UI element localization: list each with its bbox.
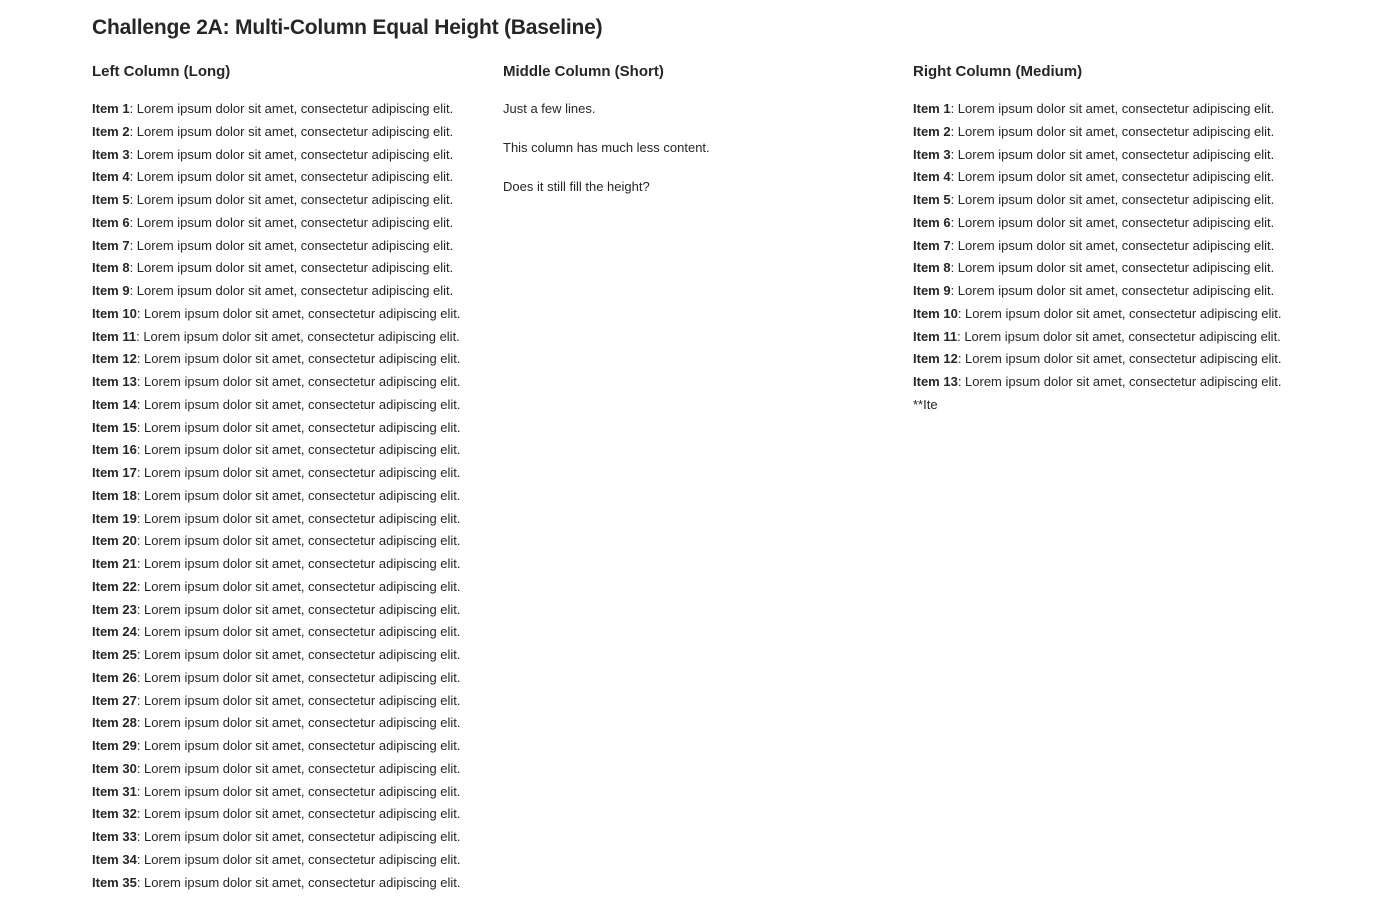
- list-item-text: : Lorem ipsum dolor sit amet, consectetur adipiscing elit.: [136, 442, 461, 458]
- list-item: [913, 303, 1313, 326]
- list-item-text: : Lorem ipsum dolor sit amet, consectetur adipiscing elit.: [136, 374, 461, 389]
- list-item-text: : Lorem ipsum dolor sit amet, consectetur adipiscing elit.: [957, 351, 1282, 367]
- list-item: [92, 189, 492, 212]
- list-item-label: Item 4: [913, 169, 951, 185]
- list-item-text: : Lorem ipsum dolor sit amet, consectetur adipiscing elit.: [129, 169, 454, 185]
- list-item-text: : Lorem ipsum dolor sit amet, consectetur adipiscing elit.: [129, 146, 454, 162]
- right-item-list: [913, 98, 1313, 394]
- list-item-text: : Lorem ipsum dolor sit amet, consectetur adipiscing elit.: [129, 123, 454, 139]
- list-item-text: : Lorem ipsum dolor sit amet, consectetur adipiscing elit.: [136, 738, 461, 753]
- list-item: [913, 235, 1313, 258]
- right-column-heading: Right Column (Medium): [913, 63, 1083, 80]
- list-item-text: : Lorem ipsum dolor sit amet, consectetur adipiscing elit.: [136, 396, 461, 412]
- list-item-text: : Lorem ipsum dolor sit amet, consectetur adipiscing elit.: [129, 214, 454, 230]
- list-item: [92, 599, 492, 622]
- list-item-text: : Lorem ipsum dolor sit amet, consectetur adipiscing elit.: [136, 601, 461, 617]
- list-item-label: Item 17: [92, 465, 137, 480]
- list-item: [913, 280, 1313, 303]
- list-item-text: : Lorem ipsum dolor sit amet, consectetur adipiscing elit.: [950, 169, 1275, 185]
- list-item-label: Item 23: [92, 601, 137, 617]
- list-item-label: Item 29: [92, 738, 137, 753]
- list-item: [92, 553, 492, 576]
- list-item-label: Item 21: [92, 556, 137, 571]
- list-item-text: : Lorem ipsum dolor sit amet, consectetur adipiscing elit.: [136, 419, 461, 435]
- list-item: [913, 189, 1313, 212]
- left-column-heading: Left Column (Long): [92, 63, 231, 80]
- list-item-text: : Lorem ipsum dolor sit amet, consectetur adipiscing elit.: [950, 283, 1275, 298]
- list-item: [92, 303, 492, 326]
- list-item-label: Item 12: [913, 351, 958, 367]
- list-item: [92, 781, 492, 804]
- list-item: [913, 348, 1313, 371]
- list-item-label: Item 7: [913, 237, 951, 253]
- list-item: [913, 144, 1313, 167]
- list-item-text: : Lorem ipsum dolor sit amet, consectetur adipiscing elit.: [950, 260, 1275, 276]
- list-item-text: : Lorem ipsum dolor sit amet, consectetur adipiscing elit.: [136, 487, 461, 503]
- list-item-label: Item 5: [92, 192, 130, 207]
- list-item-text: : Lorem ipsum dolor sit amet, consectetur adipiscing elit.: [136, 669, 461, 685]
- middle-column: [503, 62, 903, 215]
- list-item: [92, 144, 492, 167]
- list-item: [92, 530, 492, 553]
- list-item-label: Item 13: [913, 374, 958, 389]
- list-item: [92, 462, 492, 485]
- list-item-text: : Lorem ipsum dolor sit amet, consectetur adipiscing elit.: [136, 510, 461, 526]
- list-item: [913, 166, 1313, 189]
- page-title: Challenge 2A: Multi-Column Equal Height (Baseline): [92, 16, 603, 39]
- list-item-text: : Lorem ipsum dolor sit amet, consectetur adipiscing elit.: [136, 829, 461, 844]
- list-item-label: Item 18: [92, 487, 137, 503]
- list-item: [913, 121, 1313, 144]
- list-item-label: Item 3: [92, 146, 130, 162]
- list-item: [913, 257, 1313, 280]
- list-item-label: Item 31: [92, 783, 137, 799]
- list-item-text: : Lorem ipsum dolor sit amet, consectetur adipiscing elit.: [136, 624, 461, 640]
- middle-paragraph: This column has much less content.: [503, 139, 710, 155]
- list-item-label: Item 1: [92, 101, 130, 116]
- list-item-text: : Lorem ipsum dolor sit amet, consectetur adipiscing elit.: [129, 260, 454, 276]
- list-item-label: Item 2: [913, 123, 951, 139]
- list-item: [92, 394, 492, 417]
- list-item-label: Item 19: [92, 510, 137, 526]
- list-item-label: Item 25: [92, 647, 137, 662]
- list-item: [92, 212, 492, 235]
- list-item-text: : Lorem ipsum dolor sit amet, consectetur adipiscing elit.: [129, 283, 454, 298]
- list-item-label: Item 2: [92, 123, 130, 139]
- list-item-label: Item 32: [92, 806, 137, 822]
- list-item: [92, 712, 492, 735]
- list-item: [92, 508, 492, 531]
- list-item: [92, 485, 492, 508]
- list-item-text: : Lorem ipsum dolor sit amet, consectetur adipiscing elit.: [136, 783, 461, 799]
- list-item-label: Item 33: [92, 829, 137, 844]
- list-item: [913, 371, 1313, 394]
- list-item-text: : Lorem ipsum dolor sit amet, consectetur adipiscing elit.: [136, 692, 461, 708]
- right-column: [913, 62, 1313, 417]
- list-item-text: : Lorem ipsum dolor sit amet, consectetur adipiscing elit.: [957, 328, 1281, 344]
- list-item-label: Item 3: [913, 146, 951, 162]
- list-item-label: Item 7: [92, 237, 130, 253]
- list-item: [92, 98, 492, 121]
- list-item-label: Item 16: [92, 442, 137, 458]
- list-item-label: Item 24: [92, 624, 137, 640]
- list-item: [913, 212, 1313, 235]
- list-item: [92, 417, 492, 440]
- middle-paragraph: Does it still fill the height?: [503, 178, 650, 194]
- list-item: [92, 326, 492, 349]
- list-item: [92, 735, 492, 758]
- list-item-label: Item 22: [92, 578, 137, 594]
- left-column: [92, 62, 492, 894]
- list-item-label: Item 34: [92, 851, 137, 867]
- list-item: [92, 803, 492, 826]
- list-item: [92, 348, 492, 371]
- list-item-label: Item 20: [92, 533, 137, 549]
- list-item: [92, 257, 492, 280]
- list-item-label: Item 8: [913, 260, 951, 276]
- list-item-label: Item 11: [913, 328, 958, 344]
- list-item: [92, 644, 492, 667]
- list-item: [92, 826, 492, 849]
- list-item-label: Item 12: [92, 351, 137, 367]
- list-item-label: Item 11: [92, 328, 137, 344]
- list-item: [92, 690, 492, 713]
- list-item-label: Item 6: [913, 214, 951, 230]
- list-item-text: : Lorem ipsum dolor sit amet, consectetur adipiscing elit.: [136, 874, 461, 890]
- list-item-label: Item 6: [92, 214, 130, 230]
- list-item-text: : Lorem ipsum dolor sit amet, consectetur adipiscing elit.: [950, 192, 1275, 207]
- list-item-label: Item 1: [913, 101, 951, 116]
- middle-column-heading: Middle Column (Short): [503, 63, 664, 80]
- list-item-text: : Lorem ipsum dolor sit amet, consectetur adipiscing elit.: [129, 192, 454, 207]
- list-item-text: : Lorem ipsum dolor sit amet, consectetur adipiscing elit.: [136, 465, 461, 480]
- list-item-text: : Lorem ipsum dolor sit amet, consectetur adipiscing elit.: [136, 760, 461, 776]
- list-item: [92, 371, 492, 394]
- middle-paragraph: Just a few lines.: [503, 101, 596, 116]
- list-item: [92, 576, 492, 599]
- list-item-label: Item 26: [92, 669, 137, 685]
- list-item-text: : Lorem ipsum dolor sit amet, consectetur adipiscing elit.: [136, 647, 461, 662]
- list-item-text: : Lorem ipsum dolor sit amet, consectetur adipiscing elit.: [957, 374, 1282, 389]
- list-item-text: : Lorem ipsum dolor sit amet, consectetur adipiscing elit.: [950, 101, 1275, 116]
- list-item-text: : Lorem ipsum dolor sit amet, consectetur adipiscing elit.: [136, 851, 461, 867]
- list-item-text: : Lorem ipsum dolor sit amet, consectetur adipiscing elit.: [957, 305, 1282, 321]
- list-item-text: : Lorem ipsum dolor sit amet, consectetur adipiscing elit.: [136, 806, 461, 822]
- list-item-label: Item 5: [913, 192, 951, 207]
- list-item-label: Item 9: [92, 283, 130, 298]
- list-item-text: : Lorem ipsum dolor sit amet, consectetur adipiscing elit.: [136, 328, 460, 344]
- list-item-text: : Lorem ipsum dolor sit amet, consectetur adipiscing elit.: [129, 101, 454, 116]
- list-item: [92, 849, 492, 872]
- list-item-text: : Lorem ipsum dolor sit amet, consectetur adipiscing elit.: [950, 146, 1275, 162]
- list-item: [913, 98, 1313, 121]
- list-item-label: Item 14: [92, 396, 137, 412]
- list-item: [92, 758, 492, 781]
- right-trailing-text: **Ite: [913, 396, 938, 412]
- list-item-text: : Lorem ipsum dolor sit amet, consectetur adipiscing elit.: [950, 214, 1275, 230]
- list-item-label: Item 30: [92, 760, 137, 776]
- list-item: [913, 326, 1313, 349]
- list-item-label: Item 27: [92, 692, 137, 708]
- list-item-text: : Lorem ipsum dolor sit amet, consectetur adipiscing elit.: [136, 351, 461, 367]
- list-item-label: Item 28: [92, 715, 137, 731]
- list-item: [92, 280, 492, 303]
- list-item-text: : Lorem ipsum dolor sit amet, consectetur adipiscing elit.: [950, 123, 1275, 139]
- list-item-label: Item 4: [92, 169, 130, 185]
- list-item-label: Item 8: [92, 260, 130, 276]
- list-item: [92, 621, 492, 644]
- list-item-text: : Lorem ipsum dolor sit amet, consectetur adipiscing elit.: [136, 556, 461, 571]
- list-item: [92, 235, 492, 258]
- left-item-list: [92, 98, 492, 894]
- list-item-text: : Lorem ipsum dolor sit amet, consectetur adipiscing elit.: [136, 305, 461, 321]
- list-item-label: Item 9: [913, 283, 951, 298]
- middle-paragraph-list: [503, 98, 903, 199]
- list-item-label: Item 15: [92, 419, 137, 435]
- list-item-text: : Lorem ipsum dolor sit amet, consectetur adipiscing elit.: [950, 237, 1275, 253]
- list-item-label: Item 10: [913, 305, 958, 321]
- list-item: [92, 667, 492, 690]
- list-item-label: Item 13: [92, 374, 137, 389]
- list-item-text: : Lorem ipsum dolor sit amet, consectetur adipiscing elit.: [129, 237, 454, 253]
- list-item-text: : Lorem ipsum dolor sit amet, consectetur adipiscing elit.: [136, 533, 461, 549]
- list-item-text: : Lorem ipsum dolor sit amet, consectetur adipiscing elit.: [136, 578, 461, 594]
- list-item: [92, 121, 492, 144]
- list-item-label: Item 10: [92, 305, 137, 321]
- list-item-text: : Lorem ipsum dolor sit amet, consectetur adipiscing elit.: [136, 715, 461, 731]
- list-item: [92, 439, 492, 462]
- list-item-label: Item 35: [92, 874, 137, 890]
- list-item: [92, 872, 492, 895]
- list-item: [92, 166, 492, 189]
